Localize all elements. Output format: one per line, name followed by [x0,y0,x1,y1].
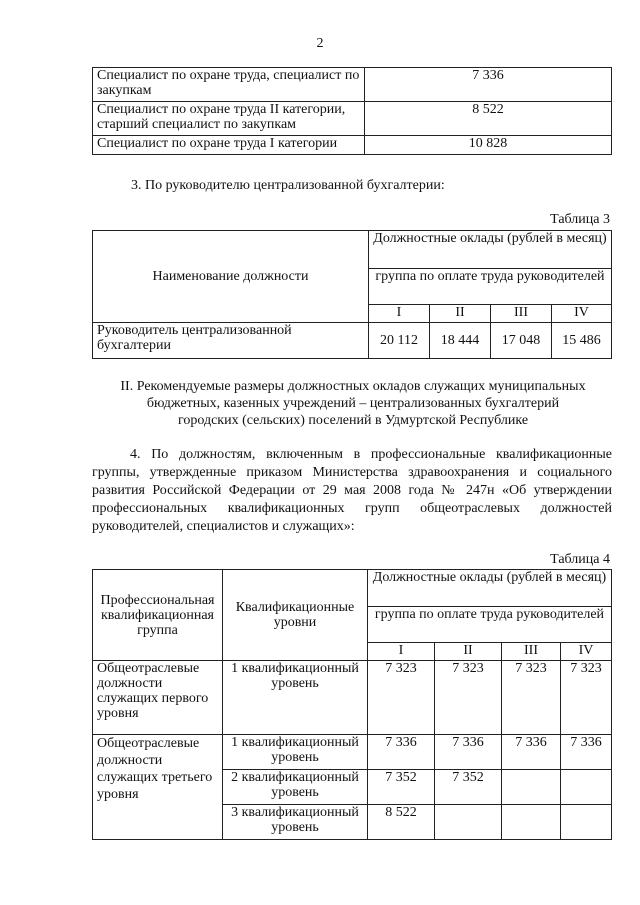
salary-cell: 18 444 [430,323,491,359]
empty-cell [502,770,561,805]
table-4-caption: Таблица 4 [550,552,610,567]
empty-cell [502,805,561,840]
table-row [93,68,612,102]
group-header-iv: IV [561,643,612,661]
salary-cell: 7 323 [368,661,435,735]
group-header-i: I [368,643,435,661]
group-header-iii: III [491,305,552,323]
qual-group-cell: Общеотраслевые должности служащих третьего уровня [93,735,223,840]
header-pay-group: группа по оплате труда руководителей [369,269,612,305]
empty-cell [561,770,612,805]
salary-cell: 7 336 [435,735,502,770]
salary-cell: 17 048 [491,323,552,359]
group-header-iii: III [502,643,561,661]
position-cell: Специалист по охране труда II категории, старший специалист по закупкам [93,102,365,136]
salary-cell: 7 336 [368,735,435,770]
table-row [93,136,612,155]
salary-cell: 10 828 [365,136,612,155]
table-3 [92,230,612,359]
position-cell: Руководитель централизованной бухгалтерии [93,323,369,359]
salary-cell: 20 112 [369,323,430,359]
salary-cell: 15 486 [552,323,612,359]
group-header-iv: IV [552,305,612,323]
section-3-text: 3. По руководителю централизованной бухгалтерии: [131,178,445,193]
salary-cell: 7 336 [502,735,561,770]
position-cell: Специалист по охране труда, специалист по закупкам [93,68,365,102]
salary-cell: 7 323 [502,661,561,735]
salary-cell: 7 352 [368,770,435,805]
table-row [93,735,612,770]
group-header-ii: II [435,643,502,661]
salary-cell: 7 336 [365,68,612,102]
qual-level-cell: 1 квалификационный уровень [223,661,368,735]
salary-cell: 7 352 [435,770,502,805]
table-row [93,661,612,735]
qual-level-cell: 1 квалификационный уровень [223,735,368,770]
section-ii-title: II. Рекомендуемые размеры должностных окладов служащих муниципальных бюджетных, казенных учреждений – централизованных бухгалтерий городских (сельских) поселений в Удмуртской Республике [120,379,586,428]
empty-cell [435,805,502,840]
qual-group-cell: Общеотраслевые должности служащих первого уровня [93,661,223,735]
header-pay-group: группа по оплате труда руководителей [368,607,612,643]
salary-cell: 8 522 [368,805,435,840]
header-qual-group: Профессиональная квалификационная группа [93,570,223,661]
header-salary: Должностные оклады (рублей в месяц) [369,231,612,269]
qual-level-cell: 3 квалификационный уровень [223,805,368,840]
salary-cell: 7 336 [561,735,612,770]
header-salary: Должностные оклады (рублей в месяц) [368,570,612,607]
qual-level-cell: 2 квалификационный уровень [223,770,368,805]
page-number: 2 [316,36,324,51]
group-header-ii: II [430,305,491,323]
salary-cell: 7 323 [561,661,612,735]
table-3-caption: Таблица 3 [550,212,610,227]
table-row [93,323,612,359]
header-qual-level: Квалификационные уровни [223,570,368,661]
table-row [93,102,612,136]
empty-cell [561,805,612,840]
header-position: Наименование должности [93,231,369,323]
group-header-i: I [369,305,430,323]
salary-cell: 8 522 [365,102,612,136]
salary-table-top [92,67,612,155]
section-4-text: 4. По должностям, включенным в профессиональные квалификационные группы, утвержденные приказом Министерства здравоохранения и социального развития Российской Федерации от 29 мая 2008 года № 247н «Об утверждении профессиональных квалификационных групп общеотраслевых должностей руководителей, специалистов и служащих»: [92,447,612,534]
table-4 [92,569,612,840]
position-cell: Специалист по охране труда I категории [93,136,365,155]
salary-cell: 7 323 [435,661,502,735]
